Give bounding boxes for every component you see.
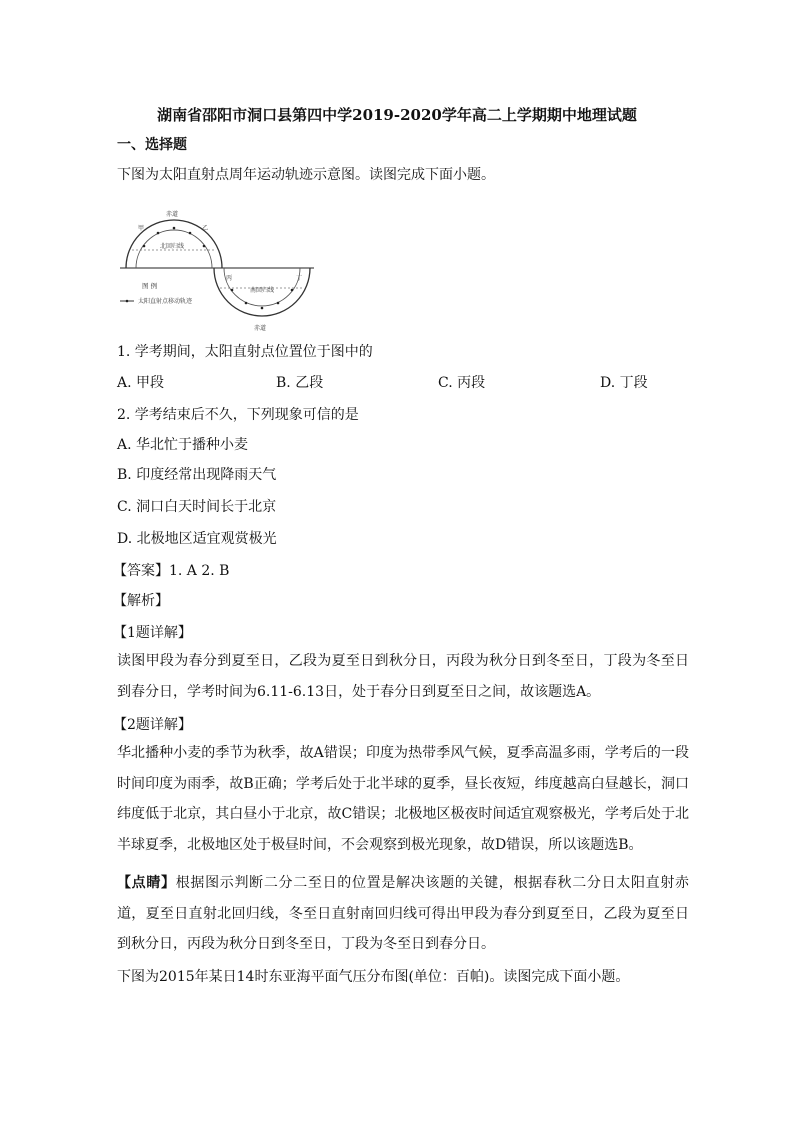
q2-detail-heading: 【2题详解】 <box>113 717 192 733</box>
analysis-heading: 【解析】 <box>113 593 169 609</box>
q1-detail-heading: 【1题详解】 <box>113 625 192 641</box>
intro-text-2: 下图为2015年某日14时东亚海平面气压分布图(单位：百帕)。读图完成下面小题。 <box>117 969 630 985</box>
q2-option-a: A. 华北忙于播种小麦 <box>117 437 249 453</box>
q2-option-d: D. 北极地区适宜观赏极光 <box>117 531 277 547</box>
q1-option-c: C. 丙段 <box>438 375 486 391</box>
page-title: 湖南省邵阳市洞口县第四中学2019-2020学年高二上学期期中地理试题 <box>157 106 637 124</box>
q1-stem: 1. 学考期间，太阳直射点位置位于图中的 <box>117 344 373 360</box>
segment-ding-label: 丁 <box>296 275 303 282</box>
q1-detail-text: 读图甲段为春分到夏至日，乙段为夏至日到秋分日，丙段为秋分日到冬至日，丁段为冬至日到春分日，学考时间为6.11-6.13日，处于春分日到夏至日之间，故该题选A。 <box>117 653 689 700</box>
equator-bottom-label: 赤道 <box>254 325 267 332</box>
tip-label: 【点睛】 <box>117 875 176 891</box>
tip-text: 根据图示判断二分二至日的位置是解决该题的关键，根据春秋二分日太阳直射赤道，夏至日直射北回归线，冬至日直射南回归线可得出甲段为春分到夏至日，乙段为夏至日到秋分日，丙段为秋分日到冬至日，丁段为冬至日到春分日。 <box>117 875 690 952</box>
answer-line: 【答案】1. A 2. B <box>113 563 230 579</box>
q1-option-b: B. 乙段 <box>276 375 324 391</box>
segment-jia-label: 甲 <box>138 225 145 232</box>
q2-stem: 2. 学考结束后不久，下列现象可信的是 <box>117 407 359 423</box>
tropic-south-label: 南回归线 <box>250 287 275 294</box>
equator-top-label: 赤道 <box>166 211 179 218</box>
q2-option-b: B. 印度经常出现降雨天气 <box>117 467 277 483</box>
tropic-north-label: 北回归线 <box>160 243 185 250</box>
q2-detail-text: 华北播种小麦的季节为秋季，故A错误；印度为热带季风气候，夏季高温多雨，学考后的一段时间印度为雨季，故B正确；学考后处于北半球的夏季，昼长夜短，纬度越高白昼越长，洞口纬度低于北京，其白昼小于北京，故C错误；北极地区极夜时间适宜观察极光，学考后处于北半球夏季，北极地区处于极昼时间，不会观察到极光现象，故D错误，所以该题选B。 <box>117 745 689 853</box>
legend-title: 图 例 <box>142 282 158 290</box>
q1-option-d: D. 丁段 <box>600 375 648 391</box>
tip-paragraph <box>117 868 689 960</box>
legend-item: 太阳直射点移动轨迹 <box>138 298 193 305</box>
solar-path-figure <box>118 206 316 334</box>
legend-dot-icon <box>126 300 129 303</box>
q1-option-a: A. 甲段 <box>117 375 165 391</box>
q2-option-c: C. 洞口白天时间长于北京 <box>117 499 277 515</box>
segment-bing-label: 丙 <box>226 275 233 282</box>
section-heading: 一、选择题 <box>117 137 187 153</box>
segment-yi-label: 乙 <box>202 225 209 232</box>
intro-text-1: 下图为太阳直射点周年运动轨迹示意图。读图完成下面小题。 <box>117 167 495 183</box>
